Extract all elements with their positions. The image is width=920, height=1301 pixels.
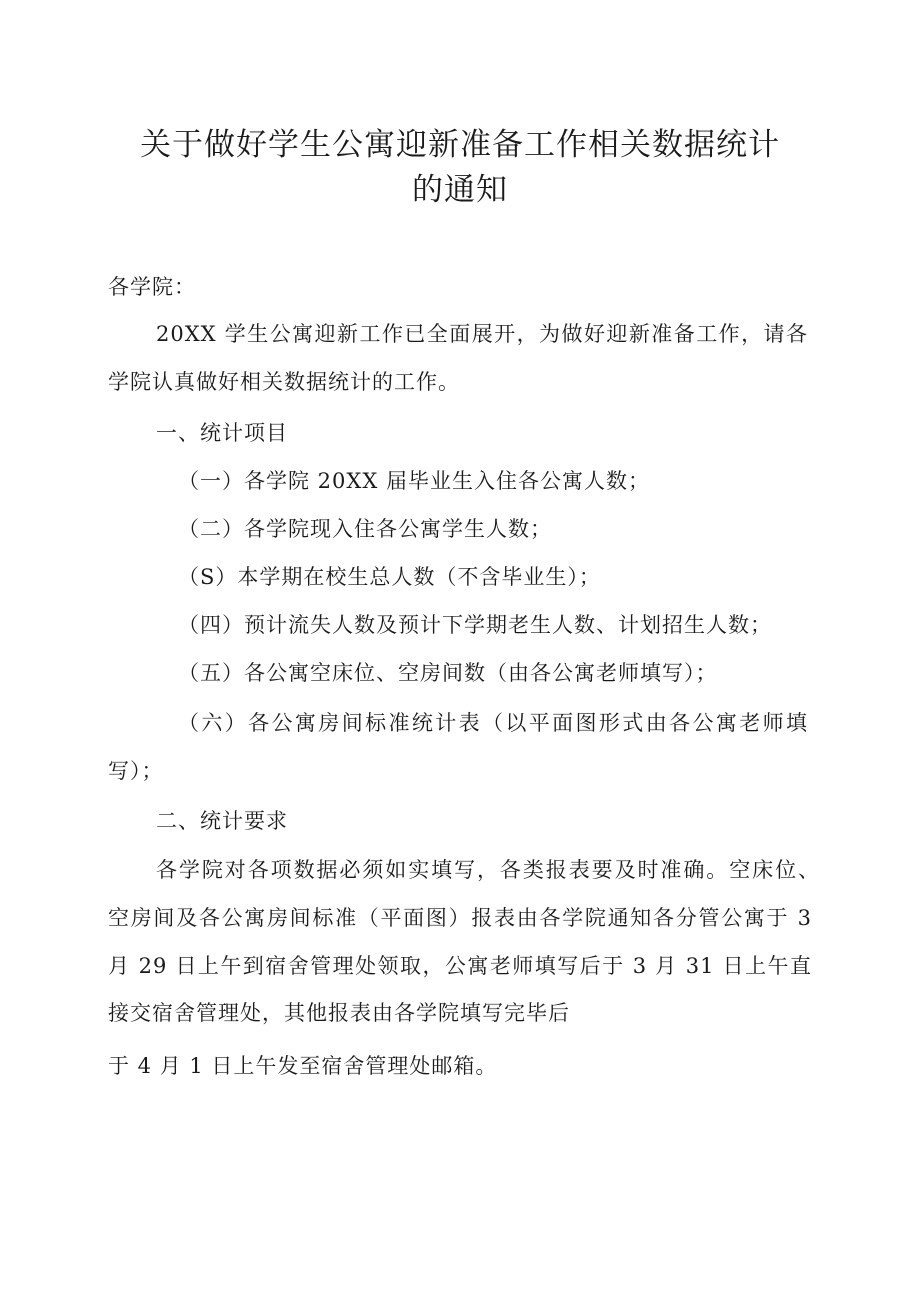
section1-item-3: （S）本学期在校生总人数（不含毕业生）； <box>178 565 601 589</box>
salutation: 各学院： <box>108 275 196 299</box>
intro-line-2: 学院认真做好相关数据统计的工作。 <box>108 370 460 394</box>
section1-item-6-line-1: （六）各公寓房间标准统计表（以平面图形式由各公寓老师填 <box>178 711 808 735</box>
section2-paragraph-line-2: 空房间及各公寓房间标准（平面图）报表由各学院通知各分管公寓于 3 <box>108 906 812 930</box>
document-title-line-1: 关于做好学生公寓迎新准备工作相关数据统计 <box>140 127 780 163</box>
document-title-line-2: 的通知 <box>412 172 508 208</box>
section2-paragraph-line-4: 接交宿舍管理处，其他报表由各学院填写完毕后 <box>108 1001 570 1025</box>
section1-item-1: （一）各学院 20XX 届毕业生入住各公寓人数； <box>178 469 650 493</box>
section1-item-6-line-2: 写）； <box>108 759 164 783</box>
section2-paragraph-line-1: 各学院对各项数据必须如实填写，各类报表要及时准确。空床位、 <box>156 858 820 882</box>
section2-paragraph-line-3: 月 29 日上午到宿舍管理处领取，公寓老师填写后于 3 月 31 日上午直 <box>108 954 812 978</box>
section2-paragraph-line-5: 于 4 月 1 日上午发至宿舍管理处邮箱。 <box>108 1054 498 1078</box>
section1-heading: 一、统计项目 <box>156 421 288 445</box>
intro-line-1: 20XX 学生公寓迎新工作已全面展开，为做好迎新准备工作，请各 <box>156 322 808 346</box>
section1-item-5: （五）各公寓空床位、空房间数（由各公寓老师填写）； <box>178 661 718 685</box>
section1-item-4: （四）预计流失人数及预计下学期老生人数、计划招生人数； <box>178 613 772 637</box>
section2-heading: 二、统计要求 <box>156 809 288 833</box>
section1-item-2: （二）各学院现入住各公寓学生人数； <box>178 517 552 541</box>
